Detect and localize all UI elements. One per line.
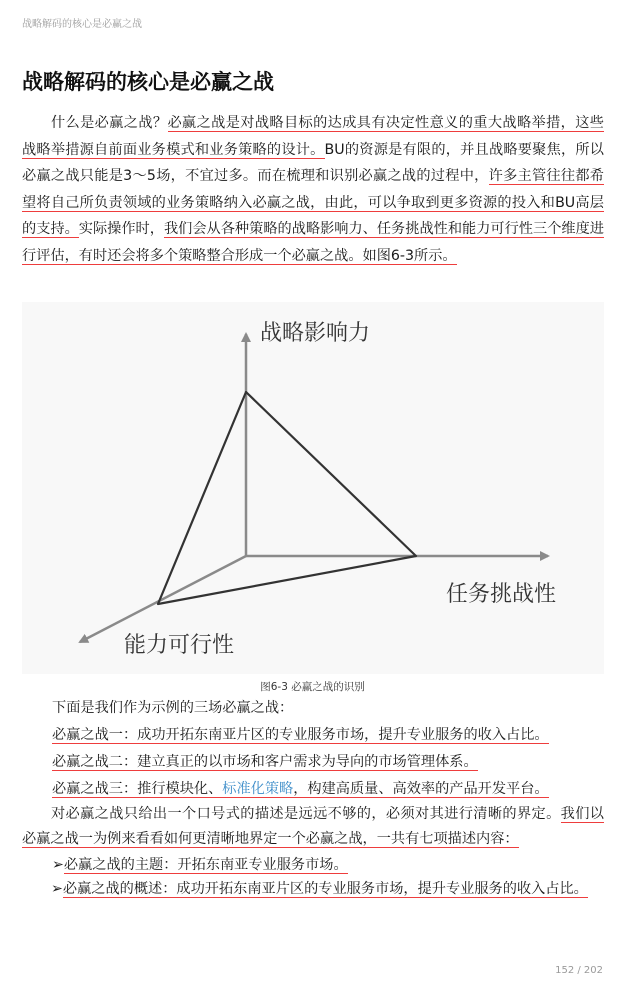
running-header: 战略解码的核心是必赢之战 (22, 19, 142, 30)
highlight-2[interactable]: 许多主管往往都希望将自己所负责领域的业务策略纳入必赢之战，由此，可以争取到更多资源的投入和BU高层的支持。 (22, 168, 604, 237)
bullet-theme-text[interactable]: 必赢之战的主题：开拓东南亚专业服务市场。 (63, 857, 348, 873)
bullet-arrow-icon: ➢ (52, 857, 64, 873)
definition-paragraph (22, 802, 604, 852)
example-item-1-text[interactable]: 必赢之战一：成功开拓东南亚片区的专业服务市场，提升专业服务的收入占比。 (52, 727, 549, 743)
axis-label-capability-feasibility: 能力可行性 (124, 633, 235, 658)
example-item-1 (52, 723, 612, 747)
chapter-title: 战略解码的核心是必赢之战 (22, 69, 274, 94)
bullet-theme (52, 853, 612, 877)
intro-paragraph (22, 110, 604, 269)
evaluation-3d-diagram (22, 302, 604, 674)
highlight-3[interactable]: 我们会从各种策略的战略影响力、任务挑战性和能力可行性三个维度进行评估，有时还会将多个策略整合形成一个必赢之战。如图6-3所示。 (22, 221, 604, 264)
bullet-overview (22, 876, 604, 903)
highlight-1[interactable]: 必赢之战是对战略目标的达成具有决定性意义的重大战略举措，这些战略举措源自前面业务模式和业务策略的设计。 (22, 115, 604, 158)
figure-caption: 图6-3 必赢之战的识别 (260, 681, 365, 693)
figure-box (22, 302, 604, 674)
example-item-3 (52, 777, 612, 801)
page-number: 152 / 202 (555, 965, 603, 976)
example-item-2 (52, 750, 612, 774)
example-item-3-part-a: 必赢之战三：推行模块化、 (52, 781, 223, 797)
axis-diagonal (80, 556, 246, 642)
definition-text: 对必赢之战只给出一个口号式的描述是远远不够的，必须对其进行清晰的界定。 (51, 806, 561, 822)
standardization-link[interactable]: 标准化策略 (222, 781, 294, 797)
example-item-2-text[interactable]: 必赢之战二：建立真正的以市场和客户需求为导向的市场管理体系。 (52, 754, 478, 770)
axis-label-strategic-impact: 战略影响力 (260, 321, 371, 346)
example-item-3-text[interactable] (52, 781, 549, 798)
example-item-3-part-b: ，构建高质量、高效率的产品开发平台。 (293, 781, 549, 797)
intro-text-3: 实际操作时， (78, 221, 164, 237)
evaluation-triangle (158, 392, 416, 604)
axis-label-task-challenge: 任务挑战性 (446, 582, 557, 607)
bullet-arrow-icon-2: ➢ (51, 881, 63, 897)
bullet-overview-text[interactable]: 必赢之战的概述：成功开拓东南亚片区的专业服务市场，提升专业服务的收入占比。 (62, 881, 588, 897)
examples-intro: 下面是我们作为示例的三场必赢之战： (52, 700, 294, 716)
definition-highlight[interactable]: 我们以必赢之战一为例来看看如何更清晰地界定一个必赢之战，一共有七项描述内容： (22, 806, 604, 847)
intro-text-1: 什么是必赢之战？ (51, 115, 168, 131)
intro-text-2: BU的资源是有限的，并且战略要聚焦，所以必赢之战只能是3～5场，不宜过多。而在梳理和识别必赢之战的过程中， (22, 141, 604, 184)
